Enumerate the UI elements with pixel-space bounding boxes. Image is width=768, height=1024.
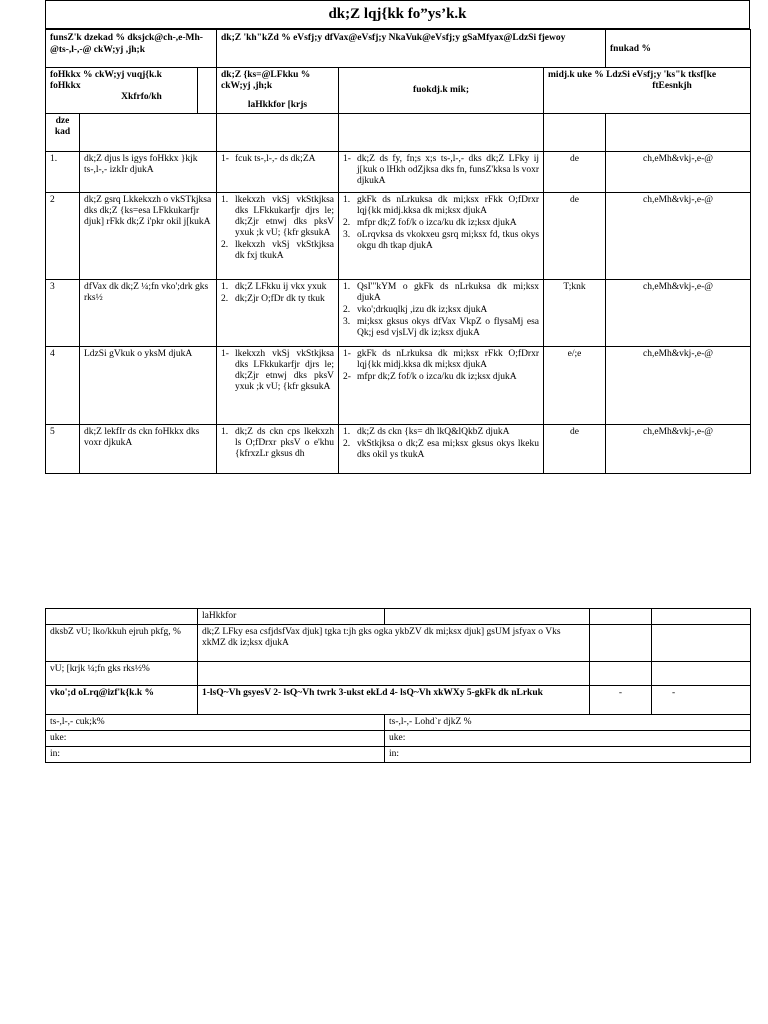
list-item-number: 2-	[343, 372, 351, 382]
list-item	[343, 305, 539, 316]
list-item-text: dk;Z LFkku ij vkx yxuk	[235, 282, 327, 292]
dept-info: funsZ'k dzekad % dksjck@ch-,e-Mh-@ts-,l-,-@ ckW;yj ,jh;k	[46, 30, 217, 68]
list-item-number: 1.	[343, 282, 351, 292]
list-item	[343, 317, 539, 339]
row-risk: de	[544, 152, 606, 193]
list-item	[221, 282, 334, 293]
list-item-number: 2.	[221, 240, 229, 250]
header-col-risk-resp	[544, 68, 751, 114]
list-item-number: 1.	[221, 282, 229, 292]
row-hazards	[217, 152, 339, 193]
list-item-text: QsI'"kYM o gkFk ds nLrkuksa dk mi;ksx djukA	[357, 282, 540, 303]
precautions-row	[46, 625, 751, 662]
table-row	[46, 280, 751, 347]
row-risk: e/;e	[544, 347, 606, 425]
list-item	[221, 349, 334, 393]
row-risk: de	[544, 425, 606, 474]
list-item	[343, 195, 539, 217]
designation-left-label: in:	[46, 747, 385, 763]
row-activity: dk;Z djus ls igys foHkkx }kjk ts-,l-,- izkIr djukA	[80, 152, 217, 193]
list-item	[221, 240, 334, 262]
header-responsibility-label: ftEesnkjh	[652, 81, 692, 91]
list-item-text: lkekxzh vkSj vkStkjksa dks LFkkukarfjr djrs le; dk;Zjr etnwj dks pksV yxuk ;k vU; {kfr gksukA	[235, 195, 335, 238]
list-item	[343, 218, 539, 229]
list-item-text: oLrqvksa ds vkokxeu gsrq mi;ksx fd, tkus okys okgu dh tkap djukA	[357, 230, 540, 251]
header-row-2	[46, 114, 751, 152]
row-hazards	[217, 193, 339, 280]
name-right-label: uke:	[385, 731, 751, 747]
list-item-text: mfpr dk;Z fof/k o izca/ku dk iz;ksx djukA	[357, 218, 517, 228]
designation-row	[46, 747, 751, 763]
list-item-number: 1-	[343, 154, 351, 164]
list-item	[221, 427, 334, 460]
list-item-number: 1.	[221, 427, 229, 437]
list-item	[221, 195, 334, 239]
row-controls	[339, 280, 544, 347]
row-responsibility: ch,eMh&vkj-,e-@	[606, 280, 751, 347]
approved-by-label: ts-,l-,- Lohd`r djkZ %	[385, 715, 751, 731]
list-item-number: 1-	[221, 349, 229, 359]
other-hazard-label: vU; [krjk ¼;fn gks rks½%	[46, 662, 198, 686]
row-activity: dfVax dk dk;Z ¼;fn vko';drk gks rks½	[80, 280, 217, 347]
header-equipment-risk: midj.k uke % LdzSi eVsfj;y 'ks"k tksf[ke	[548, 70, 717, 80]
required-items-label: vko';d oLrq@izf'k{k.k %	[46, 686, 198, 715]
list-item	[343, 230, 539, 252]
list-item-text: fcuk ts-,l-,- ds dk;ZA	[235, 154, 316, 164]
header-row	[46, 68, 751, 114]
row-serial-number: 2	[46, 193, 80, 280]
list-item-number: 2.	[343, 305, 351, 315]
row-activity: LdzSi gVkuk o yksM djukA	[80, 347, 217, 425]
header-col-controls	[339, 68, 544, 114]
row-controls	[339, 347, 544, 425]
precautions-label: dksbZ vU; lko/kkuh ejruh pkfg, %	[46, 625, 198, 662]
list-item-text: dk;Z ds fy, fn;s x;s ts-,l-,- dks dk;Z LFky ij j[kuk o lHkh odZjksa dks fn, funsZ'kksa ls voxr djkukA	[357, 154, 540, 186]
row-controls	[339, 193, 544, 280]
name-left-label: uke:	[46, 731, 385, 747]
list-item-text: mi;ksx gksus okys dfVax VkpZ o flysaMj esa Qk;j esd vjsLVj dk iz;ksx djukA	[357, 317, 540, 338]
precautions-value: dk;Z LFky esa csfjdsfVax djuk] tgka t:jh gks ogka ykbZV dk mi;ksx djuk] gsUM jsfyax o Vks xkMZ dk iz;ksx djukA	[198, 625, 590, 662]
table-row	[46, 193, 751, 280]
row-serial-number: 4	[46, 347, 80, 425]
list-item-text: dk;Z ds ckn {ks= dh lkQ&lQkbZ djukA	[357, 427, 510, 437]
row-responsibility: ch,eMh&vkj-,e-@	[606, 347, 751, 425]
list-item-number: 1.	[343, 427, 351, 437]
bottom-table	[45, 608, 751, 763]
row-serial-number: 3	[46, 280, 80, 347]
hazard-analysis-table	[45, 29, 751, 474]
list-item-text: mfpr dk;Z fof/k o izca/ku dk iz;ksx djukA	[357, 372, 517, 382]
row-controls	[339, 425, 544, 474]
list-item	[343, 439, 539, 461]
row-hazards	[217, 425, 339, 474]
list-item-number: 1-	[221, 154, 229, 164]
list-item-number: 1-	[343, 349, 351, 359]
prepared-by-label: ts-,l-,- cuk;k%	[46, 715, 385, 731]
list-item-text: dk;Z ds ckn cps lkekxzh ls O;fDrxr pksV o e'khu {kfrxzLr gksus dh	[235, 427, 335, 459]
list-item	[221, 294, 334, 305]
signature-row	[46, 715, 751, 731]
list-item-text: lkekxzh vkSj vkStkjksa dk fxj tkukA	[235, 240, 335, 261]
bottom-header-row	[46, 609, 751, 625]
list-item-number: 2.	[343, 218, 351, 228]
header-col-hazards	[217, 68, 339, 114]
list-item	[343, 154, 539, 187]
date-info: fnukad %	[606, 30, 751, 68]
header-hazards-label: laHkkfor [krjs	[247, 100, 308, 110]
list-item-number: 3.	[343, 317, 351, 327]
row-serial-number: 1.	[46, 152, 80, 193]
list-item-text: vkStkjksa o dk;Z esa mi;ksx gksus okys lkeku dks okil ys tkukA	[357, 439, 540, 460]
row-hazards	[217, 347, 339, 425]
other-hazard-row	[46, 662, 751, 686]
row-controls	[339, 152, 544, 193]
row-responsibility: ch,eMh&vkj-,e-@	[606, 152, 751, 193]
required-items-dash-1: -	[590, 686, 652, 715]
list-item-text: gkFk ds nLrkuksa dk mi;ksx rFkk O;fDrxr lqj{kk midj.kksa dk mi;ksx djukA	[357, 195, 540, 216]
row-activity: dk;Z lekfIr ds ckn foHkkx dks voxr djkukA	[80, 425, 217, 474]
list-item-number: 2.	[221, 294, 229, 304]
header-sno: dze kad	[46, 114, 80, 152]
designation-right-label: in:	[385, 747, 751, 763]
row-responsibility: ch,eMh&vkj-,e-@	[606, 193, 751, 280]
table-row	[46, 425, 751, 474]
info-row	[46, 30, 751, 68]
list-item	[343, 349, 539, 371]
header-department: foHkkx % ckW;yj vuqj{k.k foHkkx	[50, 70, 162, 91]
list-item-text: lkekxzh vkSj vkStkjksa dks LFkkukarfjr djrs le; dk;Zjr etnwj dks pksV yxuk ;k vU; {kfr gksukA	[235, 349, 335, 392]
page-title: dk;Z lqj{kk fo”ys’k.k	[45, 0, 750, 29]
name-row	[46, 731, 751, 747]
list-item-number: 1.	[343, 195, 351, 205]
list-item-number: 2.	[343, 439, 351, 449]
required-items-value: 1-lsQ~Vh gsyesV 2- lsQ~Vh twrk 3-ukst ekLd 4- lsQ~Vh xkWXy 5-gkFk dk nLrkuk	[198, 686, 590, 715]
list-item	[343, 427, 539, 438]
list-item-number: 1.	[221, 195, 229, 205]
row-risk: T;knk	[544, 280, 606, 347]
bottom-header-label: laHkkfor	[198, 609, 385, 625]
required-items-dash-2: -	[652, 686, 751, 715]
header-blank	[198, 68, 217, 114]
row-hazards	[217, 280, 339, 347]
list-item-text: vko';drkuqlkj ,izu dk iz;ksx djukA	[357, 305, 488, 315]
list-item-text: gkFk ds nLrkuksa dk mi;ksx rFkk O;fDrxr lqj{kk midj.kksa dk mi;ksx djukA	[357, 349, 540, 370]
header-col-activity	[46, 68, 198, 114]
list-item	[343, 282, 539, 304]
header-controls-label: fuokdj.k mik;	[413, 85, 469, 95]
list-item-text: dk;Zjr O;fDr dk ty tkuk	[235, 294, 325, 304]
row-serial-number: 5	[46, 425, 80, 474]
list-item-number: 3.	[343, 230, 351, 240]
table-row	[46, 152, 751, 193]
table-row	[46, 347, 751, 425]
row-activity: dk;Z gsrq Lkkekxzh o vkSTkjksa dks dk;Z {ks=esa LFkkukarfjr djuk] rFkk dk;Z i'pkr okil j[kukA	[80, 193, 217, 280]
list-item	[221, 154, 334, 165]
task-info: dk;Z 'kh"kZd % eVsfj;y dfVax@eVsfj;y NkaVuk@eVsfj;y gSaMfyax@LdzSi fjewoy	[217, 30, 606, 68]
row-risk: de	[544, 193, 606, 280]
row-responsibility: ch,eMh&vkj-,e-@	[606, 425, 751, 474]
required-items-row	[46, 686, 751, 715]
list-item	[343, 372, 539, 383]
header-area: dk;Z {ks=@LFkku % ckW;yj ,jh;k	[221, 70, 311, 91]
header-activity-label: Xkfrfo/kh	[121, 92, 162, 102]
